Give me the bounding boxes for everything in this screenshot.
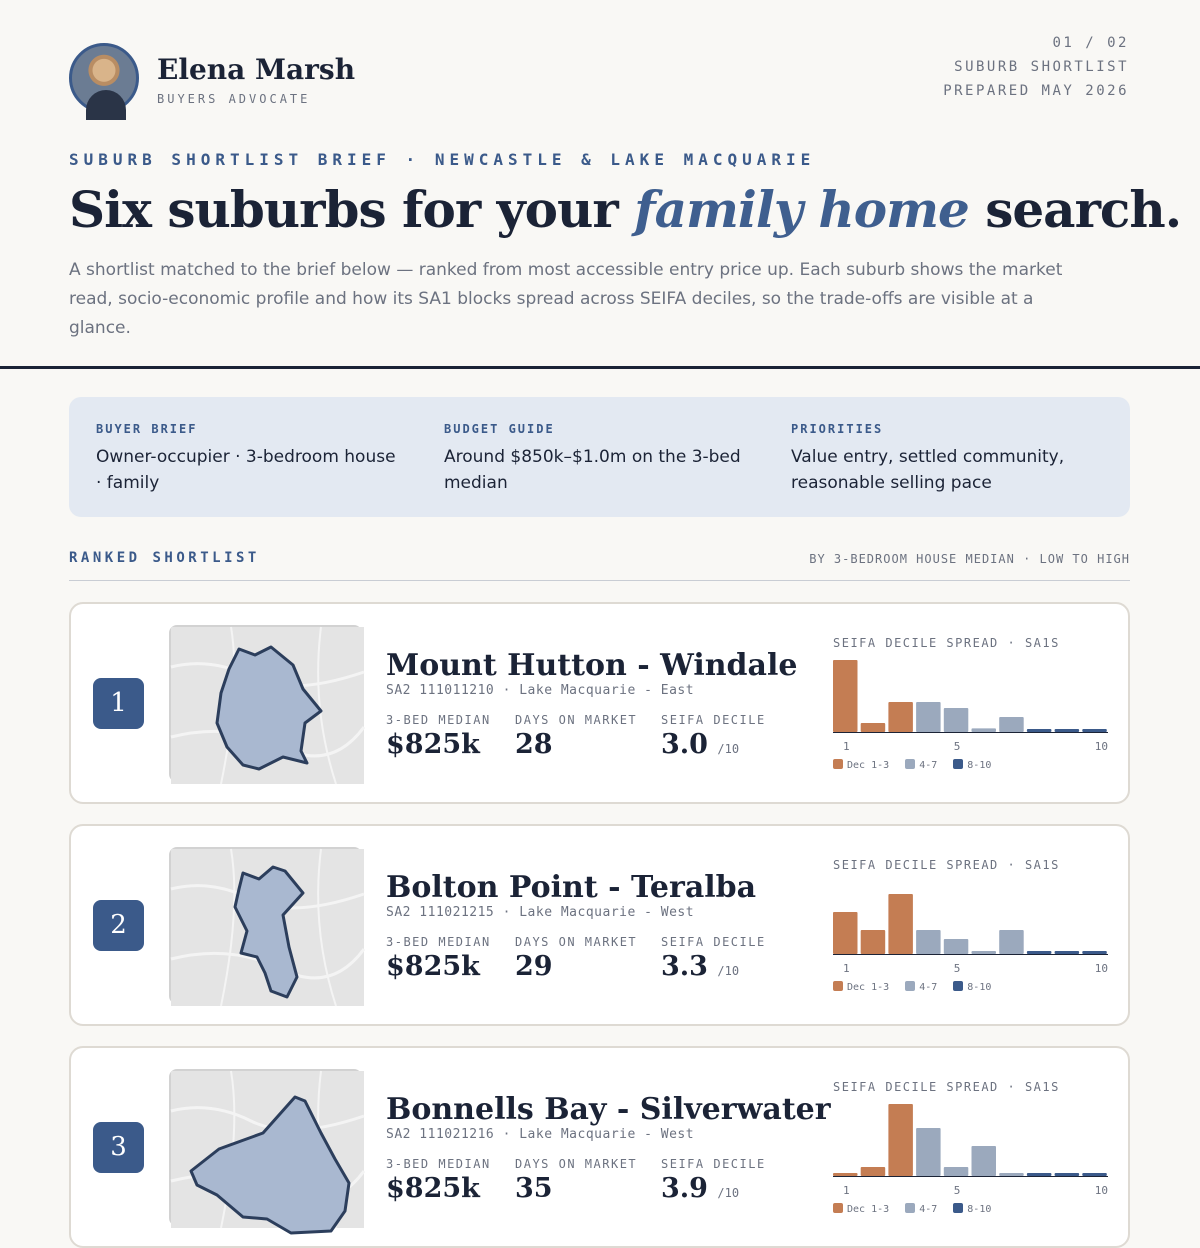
seifa-value: 3.9	[661, 1173, 708, 1204]
x-tick-label: 10	[1094, 962, 1109, 975]
decile-bar-2	[861, 1167, 886, 1176]
rank-badge: 1	[93, 678, 144, 729]
decile-bar-5	[944, 708, 969, 732]
decile-bar-9	[1055, 729, 1080, 732]
decile-bar-1	[833, 1173, 858, 1176]
prepared-date: PREPARED MAY 2026	[943, 83, 1129, 99]
rank-badge: 2	[93, 900, 144, 951]
decile-bar-7	[999, 930, 1024, 954]
seifa-denominator: /10	[717, 964, 740, 978]
seifa-value: 3.3	[661, 951, 708, 982]
legend-low-label: Dec 1-3	[847, 982, 890, 993]
suburb-boundary-map	[171, 1071, 364, 1228]
median-label: 3-BED MEDIAN	[386, 1157, 491, 1171]
legend-mid-swatch	[905, 759, 915, 769]
legend-high-swatch	[953, 1203, 963, 1213]
legend-high-swatch	[953, 759, 963, 769]
dom-stat	[515, 713, 637, 760]
budget-guide-label: BUDGET GUIDE	[444, 422, 555, 436]
decile-bar-9	[1055, 951, 1080, 954]
median-stat	[386, 935, 491, 982]
median-label: 3-BED MEDIAN	[386, 713, 491, 727]
decile-bar-6	[972, 1146, 997, 1176]
decile-bar-4	[916, 930, 941, 954]
median-label: 3-BED MEDIAN	[386, 935, 491, 949]
x-tick-label: 1	[843, 740, 850, 753]
suburb-card[interactable]	[69, 824, 1130, 1026]
decile-bars	[833, 658, 1113, 758]
decile-bar-9	[1055, 1173, 1080, 1176]
dom-value: 28	[515, 729, 553, 760]
x-tick-label: 5	[953, 740, 961, 753]
x-tick-label: 10	[1094, 1184, 1109, 1197]
x-tick-label: 1	[843, 1184, 850, 1197]
decile-bar-8	[1027, 1173, 1052, 1176]
seifa-label: SEIFA DECILE	[661, 935, 766, 949]
buyer-brief-label: BUYER BRIEF	[96, 422, 198, 436]
decile-bar-5	[944, 939, 969, 954]
x-tick-label: 5	[953, 1184, 961, 1197]
buyer-brief	[96, 422, 406, 496]
decile-bar-7	[999, 717, 1024, 732]
seifa-stat	[661, 1157, 766, 1204]
median-value: $825k	[386, 729, 480, 760]
legend-mid-swatch	[905, 1203, 915, 1213]
seifa-denominator: /10	[717, 742, 740, 756]
decile-bars	[833, 1102, 1113, 1202]
decile-bar-7	[999, 1173, 1024, 1176]
header	[69, 35, 1129, 113]
chart-title: SEIFA DECILE SPREAD · SA1S	[833, 636, 1060, 650]
x-tick-label: 1	[843, 962, 850, 975]
suburb-name: Bonnells Bay - Silverwater	[386, 1092, 831, 1127]
legend-low-swatch	[833, 981, 843, 991]
decile-bar-3	[888, 1104, 913, 1176]
decile-bars	[833, 880, 1113, 980]
decile-bar-2	[861, 930, 886, 954]
intro-paragraph: A shortlist matched to the brief below — ranked from most accessible entry price up. Each suburb shows the market read, socio-economic profile and how its SA1 blocks spread across SEIFA deciles, so the trade-offs are visible at a glance.	[69, 260, 1063, 338]
seifa-stat	[661, 713, 766, 760]
median-value: $825k	[386, 951, 480, 982]
legend-mid-label: 4-7	[919, 982, 938, 993]
suburb-name: Bolton Point - Teralba	[386, 870, 757, 905]
decile-bar-10	[1082, 729, 1107, 732]
document-meta	[943, 31, 1129, 103]
legend-low-label: Dec 1-3	[847, 1204, 890, 1215]
seifa-stat	[661, 935, 766, 982]
decile-bar-1	[833, 912, 858, 954]
median-value: $825k	[386, 1173, 480, 1204]
legend-low-swatch	[833, 759, 843, 769]
legend-high	[953, 1204, 991, 1215]
legend-mid-label: 4-7	[919, 1204, 938, 1215]
x-tick-label: 5	[953, 962, 961, 975]
seifa-label: SEIFA DECILE	[661, 713, 766, 727]
legend-low	[833, 1204, 889, 1215]
suburb-code: SA2 111021215 · Lake Macquarie - West	[386, 905, 695, 920]
suburb-card[interactable]	[69, 602, 1130, 804]
page-number: 01 / 02	[1052, 35, 1129, 51]
dom-label: DAYS ON MARKET	[515, 713, 638, 727]
dom-stat	[515, 935, 637, 982]
seifa-value-row	[661, 1173, 766, 1204]
suburb-boundary-map	[171, 627, 364, 784]
chart-legend	[833, 981, 1001, 993]
section-title: RANKED SHORTLIST	[69, 550, 260, 566]
priorities-value: Value entry, settled community, reasonable selling pace	[791, 447, 1065, 493]
median-stat	[386, 1157, 491, 1204]
divider	[0, 366, 1200, 369]
suburb-card[interactable]	[69, 1046, 1130, 1248]
seifa-spread-chart	[833, 636, 1113, 776]
chart-legend	[833, 1203, 1001, 1215]
x-tick-label: 10	[1094, 740, 1109, 753]
decile-bar-2	[861, 723, 886, 732]
decile-bar-8	[1027, 951, 1052, 954]
buyer-brief-value: Owner-occupier · 3-bedroom house · family	[96, 447, 396, 493]
dom-label: DAYS ON MARKET	[515, 935, 638, 949]
rank-badge: 3	[93, 1122, 144, 1173]
dom-value: 29	[515, 951, 553, 982]
legend-mid	[905, 1204, 937, 1215]
legend-high-label: 8-10	[967, 1204, 992, 1215]
decile-bar-4	[916, 702, 941, 732]
buyer-brief-panel	[69, 397, 1130, 517]
advisor-name: Elena Marsh	[157, 53, 356, 86]
legend-mid-label: 4-7	[919, 760, 938, 771]
legend-mid-swatch	[905, 981, 915, 991]
seifa-value: 3.0	[661, 729, 708, 760]
suburb-boundary-map	[171, 849, 364, 1006]
dom-stat	[515, 1157, 637, 1204]
document-title: SUBURB SHORTLIST	[954, 59, 1129, 75]
decile-bar-3	[888, 894, 913, 954]
chart-legend	[833, 759, 1001, 771]
seifa-value-row	[661, 729, 766, 760]
priorities-label: PRIORITIES	[791, 422, 884, 436]
budget-guide	[444, 422, 754, 496]
decile-bar-10	[1082, 951, 1107, 954]
sort-order: BY 3-BEDROOM HOUSE MEDIAN · LOW TO HIGH	[809, 552, 1130, 566]
decile-bar-6	[972, 728, 997, 732]
legend-low-swatch	[833, 1203, 843, 1213]
decile-bar-8	[1027, 729, 1052, 732]
suburb-map	[169, 1069, 362, 1226]
page-title	[69, 180, 1181, 239]
chart-title: SEIFA DECILE SPREAD · SA1S	[833, 1080, 1060, 1094]
seifa-value-row	[661, 951, 766, 982]
legend-mid	[905, 760, 937, 771]
decile-bar-1	[833, 660, 858, 732]
budget-guide-value: Around $850k–$1.0m on the 3-bed median	[444, 447, 741, 493]
suburb-map	[169, 847, 362, 1004]
suburb-name: Mount Hutton - Windale	[386, 648, 798, 683]
dom-label: DAYS ON MARKET	[515, 1157, 638, 1171]
decile-bar-5	[944, 1167, 969, 1176]
suburb-code: SA2 111011210 · Lake Macquarie - East	[386, 683, 695, 698]
seifa-spread-chart	[833, 858, 1113, 998]
decile-bar-10	[1082, 1173, 1107, 1176]
legend-low	[833, 760, 889, 771]
median-stat	[386, 713, 491, 760]
title-part-2: search.	[968, 180, 1182, 239]
suburb-map	[169, 625, 362, 782]
suburb-code: SA2 111021216 · Lake Macquarie - West	[386, 1127, 695, 1142]
legend-low	[833, 982, 889, 993]
legend-high	[953, 982, 991, 993]
legend-mid	[905, 982, 937, 993]
avatar	[69, 43, 139, 113]
title-part-1: Six suburbs for your	[69, 180, 635, 239]
decile-bar-4	[916, 1128, 941, 1176]
advisor-role: BUYERS ADVOCATE	[157, 92, 311, 106]
decile-bar-6	[972, 951, 997, 954]
chart-title: SEIFA DECILE SPREAD · SA1S	[833, 858, 1060, 872]
dom-value: 35	[515, 1173, 553, 1204]
eyebrow: SUBURB SHORTLIST BRIEF · NEWCASTLE & LAKE MACQUARIE	[69, 150, 816, 169]
seifa-spread-chart	[833, 1080, 1113, 1220]
seifa-denominator: /10	[717, 1186, 740, 1200]
seifa-label: SEIFA DECILE	[661, 1157, 766, 1171]
legend-high-label: 8-10	[967, 982, 992, 993]
legend-low-label: Dec 1-3	[847, 760, 890, 771]
decile-bar-3	[888, 702, 913, 732]
priorities	[791, 422, 1101, 496]
legend-high-label: 8-10	[967, 760, 992, 771]
legend-high-swatch	[953, 981, 963, 991]
section-header	[69, 550, 1130, 581]
legend-high	[953, 760, 991, 771]
title-accent: family home	[634, 180, 969, 239]
